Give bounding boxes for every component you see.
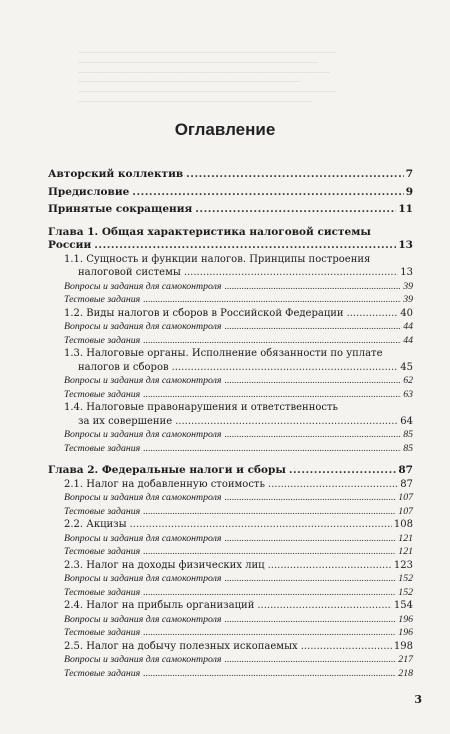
leader-dots [143,545,396,559]
toc-entry [48,293,413,307]
toc-entry [48,464,413,478]
leader-dots [225,374,402,388]
toc-entry-title: 2.2. Акцизы [64,519,127,530]
leader-dots [172,361,399,375]
toc-page-number: 39 [403,280,413,292]
toc-page-number: 123 [393,559,413,571]
table-of-contents [48,168,413,680]
toc-page-number: 154 [393,600,413,611]
toc-entry [48,361,413,375]
toc-entry-title: Вопросы и задания для самоконтроля [64,280,222,292]
leader-dots [225,572,397,586]
toc-gap [48,217,413,226]
leader-dots [289,464,397,478]
toc-entry [48,168,413,182]
toc-entry-title: 2.3. Налог на доходы физических лиц [64,559,265,571]
toc-entry-title: Вопросы и задания для самоконтроля [64,613,222,625]
toc-page-number: 196 [398,613,413,625]
toc-entry-title: 1.3. Налоговые органы. Исполнение обязанности по уплате [64,348,383,359]
show-through-text: ▔▔▔▔▔▔▔▔▔▔▔▔▔▔▔▔▔▔▔▔▔▔▔▔▔▔▔▔▔▔▔▔▔▔▔▔▔▔▔▔▔▔ ▔▔▔▔▔▔▔▔▔▔▔▔▔▔▔▔▔▔▔▔▔▔▔▔▔▔▔▔▔▔▔▔▔▔▔▔▔▔▔ ▔▔▔▔▔▔▔▔▔▔▔▔▔▔▔▔▔▔▔▔▔▔▔▔▔▔▔▔▔▔▔▔▔▔▔▔▔▔▔▔▔ ▔▔▔▔▔▔▔▔▔▔▔▔▔▔▔▔▔▔▔▔▔▔▔▔▔▔▔▔▔▔▔▔▔▔▔▔ ▔▔▔▔▔▔▔▔▔▔▔▔▔▔▔▔▔▔▔▔▔▔▔▔▔▔▔▔▔▔▔▔▔▔▔▔▔▔▔▔▔▔ ▔▔▔▔▔▔▔▔▔▔▔▔▔▔▔▔▔▔▔▔▔▔▔▔▔▔▔▔▔▔▔▔▔▔▔▔▔▔ [78,52,337,110]
leader-dots [143,388,401,402]
toc-entry-title: 2.4. Налог на прибыль организаций [64,600,255,611]
toc-entry-title: Тестовые задания [64,546,141,557]
toc-page-number: 87 [400,478,413,490]
leader-dots [225,320,402,334]
leader-dots [175,415,398,429]
toc-gap [48,455,413,464]
toc-page-number: 121 [398,532,413,544]
toc-page-number: 85 [403,442,413,454]
toc-entry [48,599,413,613]
toc-page-number: 64 [400,415,413,427]
toc-entry-title: Предисловие [48,185,130,198]
toc-page-number: 107 [398,505,413,517]
toc-page-number: 152 [398,573,413,584]
toc-entry-title: Тестовые задания [64,388,141,400]
toc-entry [48,186,413,200]
toc-entry [48,545,413,559]
toc-entry-title: Авторский коллектив [48,168,184,180]
toc-entry-title: Тестовые задания [64,442,141,454]
toc-entry-title-continued: налоговой системы [78,267,181,278]
toc-page-number: 63 [403,388,413,400]
toc-page-number: 87 [398,464,413,476]
toc-entry [48,374,413,388]
toc-page-number: 196 [398,627,413,638]
toc-entry-title: Вопросы и задания для самоконтроля [64,532,222,544]
leader-dots [130,518,392,532]
leader-dots [186,168,404,182]
toc-page-number: 13 [398,239,413,251]
toc-page-number: 9 [405,185,413,198]
leader-dots [143,667,396,681]
leader-dots [195,203,396,217]
toc-entry [48,559,413,573]
leader-dots [143,334,401,348]
toc-page-number: 108 [393,519,413,530]
toc-page-number: 217 [398,654,413,665]
toc-page-number: 13 [400,267,413,278]
toc-page-number: 107 [398,492,413,503]
toc-entry [48,491,413,505]
toc-entry [48,428,413,442]
toc-entry-title-continued: России [48,239,92,251]
toc-page-number: 44 [403,321,413,332]
toc-entry-title: Вопросы и задания для самоконтроля [64,573,222,584]
toc-page-number: 198 [393,640,413,652]
toc-entry-title: 1.2. Виды налогов и сборов в Российской Федерации [64,307,344,319]
toc-page-number: 7 [405,168,413,180]
toc-entry-title: Вопросы и задания для самоконтроля [64,321,222,332]
toc-entry [48,626,413,640]
toc-entry [48,239,413,253]
toc-entry [48,203,413,217]
toc-entry [48,442,413,456]
leader-dots [132,186,403,200]
toc-entry-title: Глава 2. Федеральные налоги и сборы [48,464,286,476]
toc-entry [48,613,413,627]
toc-entry-title: 2.1. Налог на добавленную стоимость [64,478,265,490]
toc-entry-title: Вопросы и задания для самоконтроля [64,492,222,503]
leader-dots [268,559,392,573]
toc-entry-title: 1.1. Сущность и функции налогов. Принципы построения [64,253,371,265]
leader-dots [143,626,396,640]
toc-entry [48,518,413,532]
toc-page-number: 85 [403,429,413,440]
toc-entry [48,320,413,334]
leader-dots [94,239,396,253]
toc-entry-title-continued: за их совершение [78,415,173,427]
leader-dots [268,478,398,492]
toc-entry [48,640,413,654]
toc-entry-title: Тестовые задания [64,334,141,346]
toc-entry-title: Тестовые задания [64,294,141,305]
page-number: 3 [414,693,422,706]
toc-page-number: 40 [400,307,413,319]
toc-page-number: 62 [403,375,413,386]
toc-entry-title: Вопросы и задания для самоконтроля [64,375,222,386]
toc-entry-title: Тестовые задания [64,627,141,638]
toc-entry [48,280,413,294]
leader-dots [301,640,392,654]
toc-entry [48,388,413,402]
toc-entry-title: Тестовые задания [64,667,141,679]
toc-entry [48,572,413,586]
toc-entry-title: Глава 1. Общая характеристика налоговой системы [48,225,371,238]
toc-entry [48,667,413,681]
toc-page-number: 152 [398,586,413,598]
toc-entry-title: Тестовые задания [64,586,141,598]
leader-dots [257,599,392,613]
toc-entry [48,653,413,667]
toc-entry [48,586,413,600]
leader-dots [143,586,396,600]
page-title: Оглавление [174,120,276,139]
toc-page-number: 121 [398,546,413,557]
leader-dots [143,442,401,456]
toc-page-number: 39 [403,294,413,305]
leader-dots [225,613,397,627]
toc-page-number: 45 [400,361,413,373]
toc-page-number: 44 [403,334,413,346]
toc-entry-title: Вопросы и задания для самоконтроля [64,654,222,665]
leader-dots [225,491,397,505]
leader-dots [225,532,397,546]
toc-entry-title: 1.4. Налоговые правонарушения и ответственность [64,402,338,413]
toc-entry-title: Вопросы и задания для самоконтроля [64,429,222,440]
toc-entry [48,532,413,546]
toc-entry-title: Тестовые задания [64,505,141,517]
toc-page-number: 218 [398,667,413,679]
toc-entry [48,266,413,280]
leader-dots [143,505,396,519]
toc-entry [48,415,413,429]
toc-entry [48,307,413,321]
leader-dots [184,266,398,280]
toc-entry-title-continued: налогов и сборов [78,361,169,373]
toc-entry-title: 2.5. Налог на добычу полезных ископаемых [64,640,298,652]
leader-dots [225,280,402,294]
toc-page-number: 11 [398,203,413,215]
leader-dots [143,293,401,307]
toc-entry [48,334,413,348]
toc-entry-title: Принятые сокращения [48,203,193,215]
toc-entry [48,478,413,492]
leader-dots [225,653,397,667]
toc-entry [48,505,413,519]
leader-dots [347,307,399,321]
leader-dots [225,428,402,442]
